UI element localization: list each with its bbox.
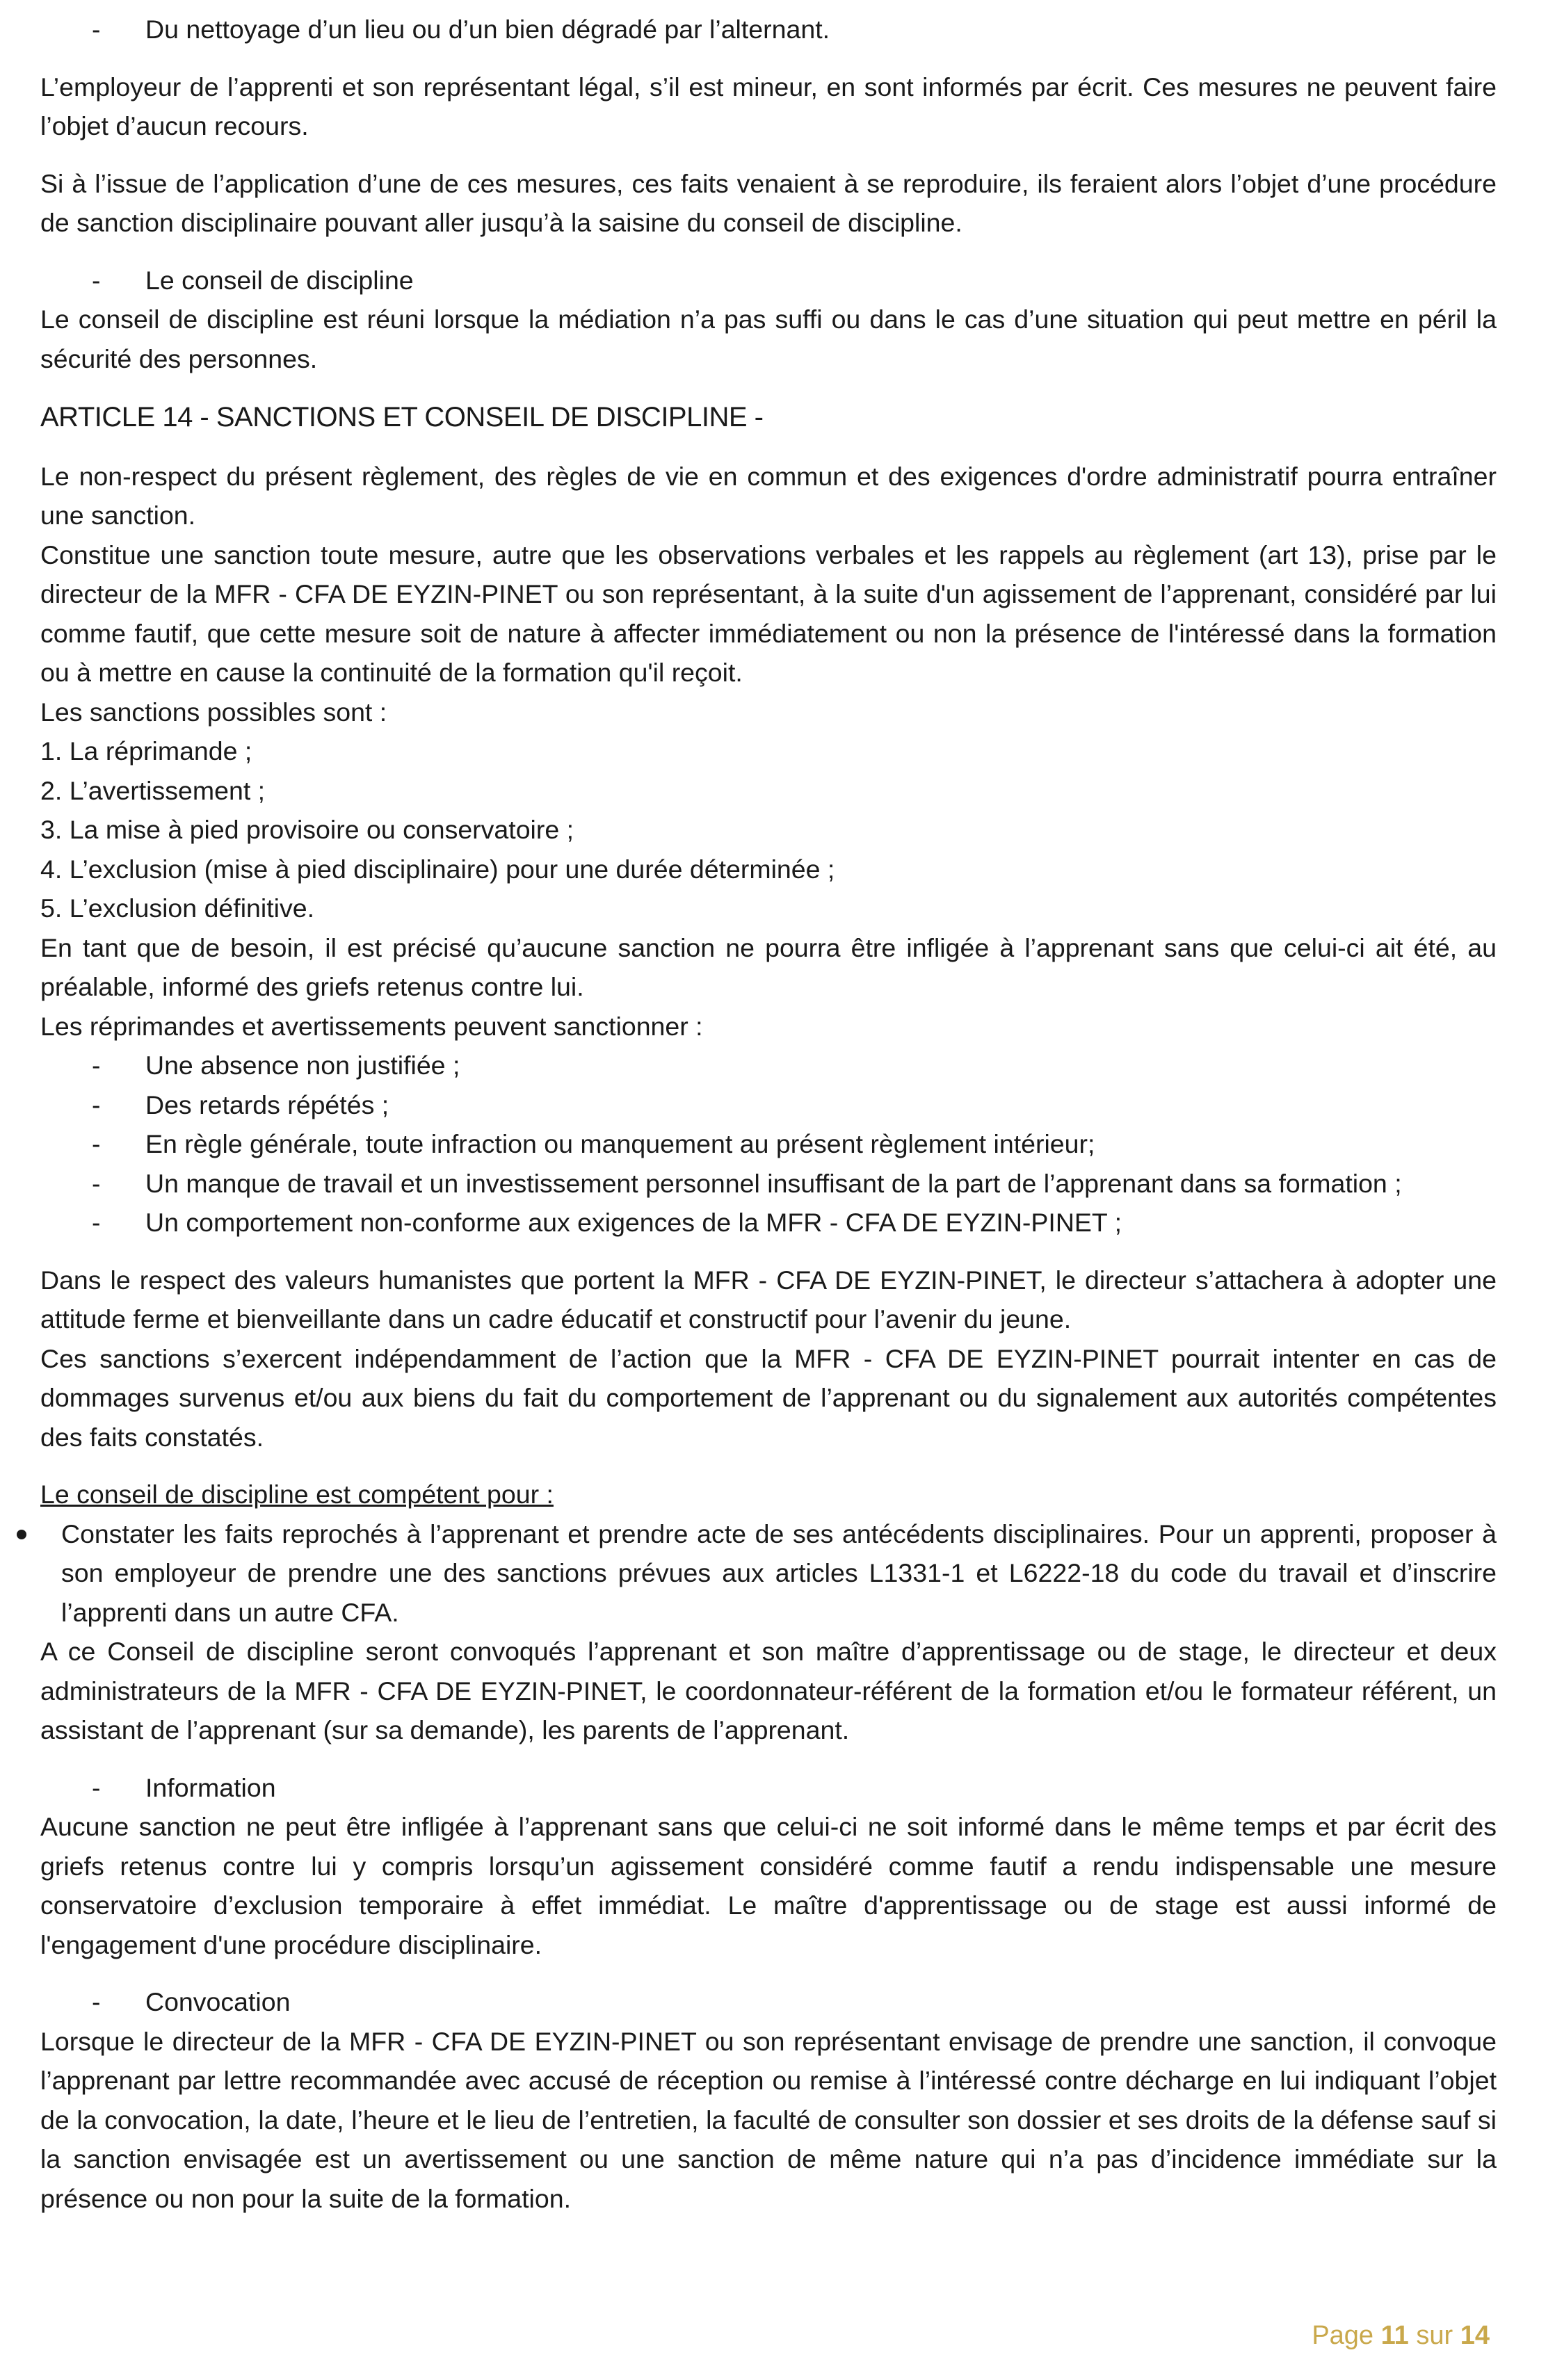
dash-bullet: -: [92, 15, 101, 44]
list-item: [40, 1164, 1497, 1204]
list-item: [40, 1046, 1497, 1085]
list-item: [40, 1203, 1497, 1242]
list-item-text: Du nettoyage d’un lieu ou d’un bien dégradé par l’alternant.: [145, 15, 830, 44]
dash-bullet: -: [92, 1168, 101, 1198]
list-item-text: Un comportement non-conforme aux exigences de la MFR - CFA DE EYZIN-PINET ;: [145, 1208, 1122, 1237]
dash-bullet: -: [92, 1772, 101, 1802]
bullet-item-text: Constater les faits reprochés à l’apprenant et prendre acte de ses antécédents disciplinaires. Pour un apprenti, proposer à son employeur de prendre une des sanctions prévues aux articles L1331-1 et L6222-18 du code du travail et d’inscrire l’apprenti dans un autre CFA.: [61, 1519, 1497, 1627]
subheading-text: Le conseil de discipline: [145, 265, 414, 295]
dash-bullet: -: [92, 1051, 101, 1080]
paragraph: A ce Conseil de discipline seront convoqués l’apprenant et son maître d’apprentissage ou de stage, le directeur et deux administrateurs de la MFR - CFA DE EYZIN-PINET, le coordonnateur-référent de la formation et/ou le formateur référent, un assistant de l’apprenant (sur sa demande), les parents de l’apprenant.: [40, 1637, 1497, 1744]
total-pages: 14: [1460, 2321, 1490, 2350]
sanction-item: 5. L’exclusion définitive.: [40, 893, 314, 923]
paragraph: Le non-respect du présent règlement, des règles de vie en commun et des exigences d'ordre administratif pourra entraîner une sanction.: [40, 461, 1497, 530]
paragraph: Les sanctions possibles sont :: [40, 697, 387, 727]
paragraph: Le conseil de discipline est réuni lorsque la médiation n’a pas suffi ou dans le cas d’une situation qui peut mettre en péril la sécurité des personnes.: [40, 305, 1497, 373]
article-title: ARTICLE 14 - SANCTIONS ET CONSEIL DE DISCIPLINE -: [40, 402, 764, 432]
paragraph: Les réprimandes et avertissements peuvent sanctionner :: [40, 1011, 703, 1041]
paragraph: Dans le respect des valeurs humanistes que portent la MFR - CFA DE EYZIN-PINET, le directeur s’attachera à adopter une attitude ferme et bienveillante dans un cadre éducatif et constructif pour l’avenir du jeune.: [40, 1265, 1497, 1334]
dash-bullet: -: [92, 1090, 101, 1119]
subheading-convocation: [40, 1982, 1497, 2022]
dash-bullet: -: [92, 1208, 101, 1237]
sanction-item: 2. L’avertissement ;: [40, 775, 266, 805]
paragraph: Lorsque le directeur de la MFR - CFA DE EYZIN-PINET ou son représentant envisage de prendre une sanction, il convoque l’apprenant par lettre recommandée avec accusé de réception ou remise à l’intéressé contre décharge en lui indiquant l’objet de la convocation, la date, l’heure et le lieu de l’entretien, la faculté de consulter son dossier et ses droits de la défense sauf si la sanction envisagée est un avertissement ou une sanction de même nature qui n’a pas d’incidence immédiate sur la présence ou non pour la suite de la formation.: [40, 2026, 1497, 2213]
sanction-item: 3. La mise à pied provisoire ou conservatoire ;: [40, 815, 574, 844]
page-sep: sur: [1416, 2321, 1453, 2350]
page-number: [1312, 2321, 1490, 2351]
paragraph: En tant que de besoin, il est précisé qu’aucune sanction ne pourra être infligée à l’apprenant sans que celui-ci ait été, au préalable, informé des griefs retenus contre lui.: [40, 932, 1497, 1001]
list-item-text: Des retards répétés ;: [145, 1090, 389, 1119]
dash-bullet: -: [92, 1987, 101, 2016]
paragraph: Aucune sanction ne peut être infligée à l’apprenant sans que celui-ci ne soit informé dans le même temps et par écrit des griefs retenus contre lui y compris lorsqu’un agissement considéré comme fautif a rendu indispensable une mesure conservatoire d’exclusion temporaire à effet immédiat. Le maître d'apprentissage ou de stage est aussi informé de l'engagement d'une procédure disciplinaire.: [40, 1812, 1497, 1959]
sanction-item: 1. La réprimande ;: [40, 736, 252, 766]
subheading-information: [40, 1768, 1497, 1808]
bullet-dot-icon: [17, 1530, 26, 1539]
paragraph: L’employeur de l’apprenti et son représentant légal, s’il est mineur, en sont informés par écrit. Ces mesures ne peuvent faire l’objet d’aucun recours.: [40, 72, 1497, 140]
bullet-list-item: [40, 1514, 1497, 1633]
list-item-text: Une absence non justifiée ;: [145, 1051, 460, 1080]
dash-bullet: -: [92, 1129, 101, 1158]
page-word: Page: [1312, 2321, 1374, 2350]
list-item: [40, 1085, 1497, 1125]
paragraph: Constitue une sanction toute mesure, autre que les observations verbales et les rappels au règlement (art 13), prise par le directeur de la MFR - CFA DE EYZIN-PINET ou son représentant, à la suite d'un agissement de l’apprenant, considéré par lui comme fautif, que cette mesure soit de nature à affecter immédiatement ou non la présence de l'intéressé dans la formation ou à mettre en cause la continuité de la formation qu'il reçoit.: [40, 540, 1497, 687]
list-item: [40, 1124, 1497, 1164]
list-item: [40, 10, 1497, 49]
document-page: [40, 10, 1497, 2218]
subheading-text: Convocation: [145, 1987, 291, 2016]
current-page: 11: [1380, 2321, 1409, 2350]
subheading-text: Information: [145, 1772, 276, 1802]
dash-bullet: -: [92, 265, 101, 295]
paragraph: Si à l’issue de l’application d’une de ces mesures, ces faits venaient à se reproduire, ils feraient alors l’objet d’une procédure de sanction disciplinaire pouvant aller jusqu’à la saisine du conseil de discipline.: [40, 168, 1497, 237]
sanction-item: 4. L’exclusion (mise à pied disciplinaire) pour une durée déterminée ;: [40, 854, 835, 884]
section-title-competent: Le conseil de discipline est compétent pour :: [40, 1480, 554, 1509]
list-item-text: En règle générale, toute infraction ou manquement au présent règlement intérieur;: [145, 1129, 1095, 1158]
subheading-conseil: [40, 261, 1497, 300]
list-item-text: Un manque de travail et un investissement personnel insuffisant de la part de l’apprenant dans sa formation ;: [145, 1168, 1402, 1198]
paragraph: Ces sanctions s’exercent indépendamment de l’action que la MFR - CFA DE EYZIN-PINET pourrait intenter en cas de dommages survenus et/ou aux biens du fait du comportement de l’apprenant ou du signalement aux autorités compétentes des faits constatés.: [40, 1343, 1497, 1452]
